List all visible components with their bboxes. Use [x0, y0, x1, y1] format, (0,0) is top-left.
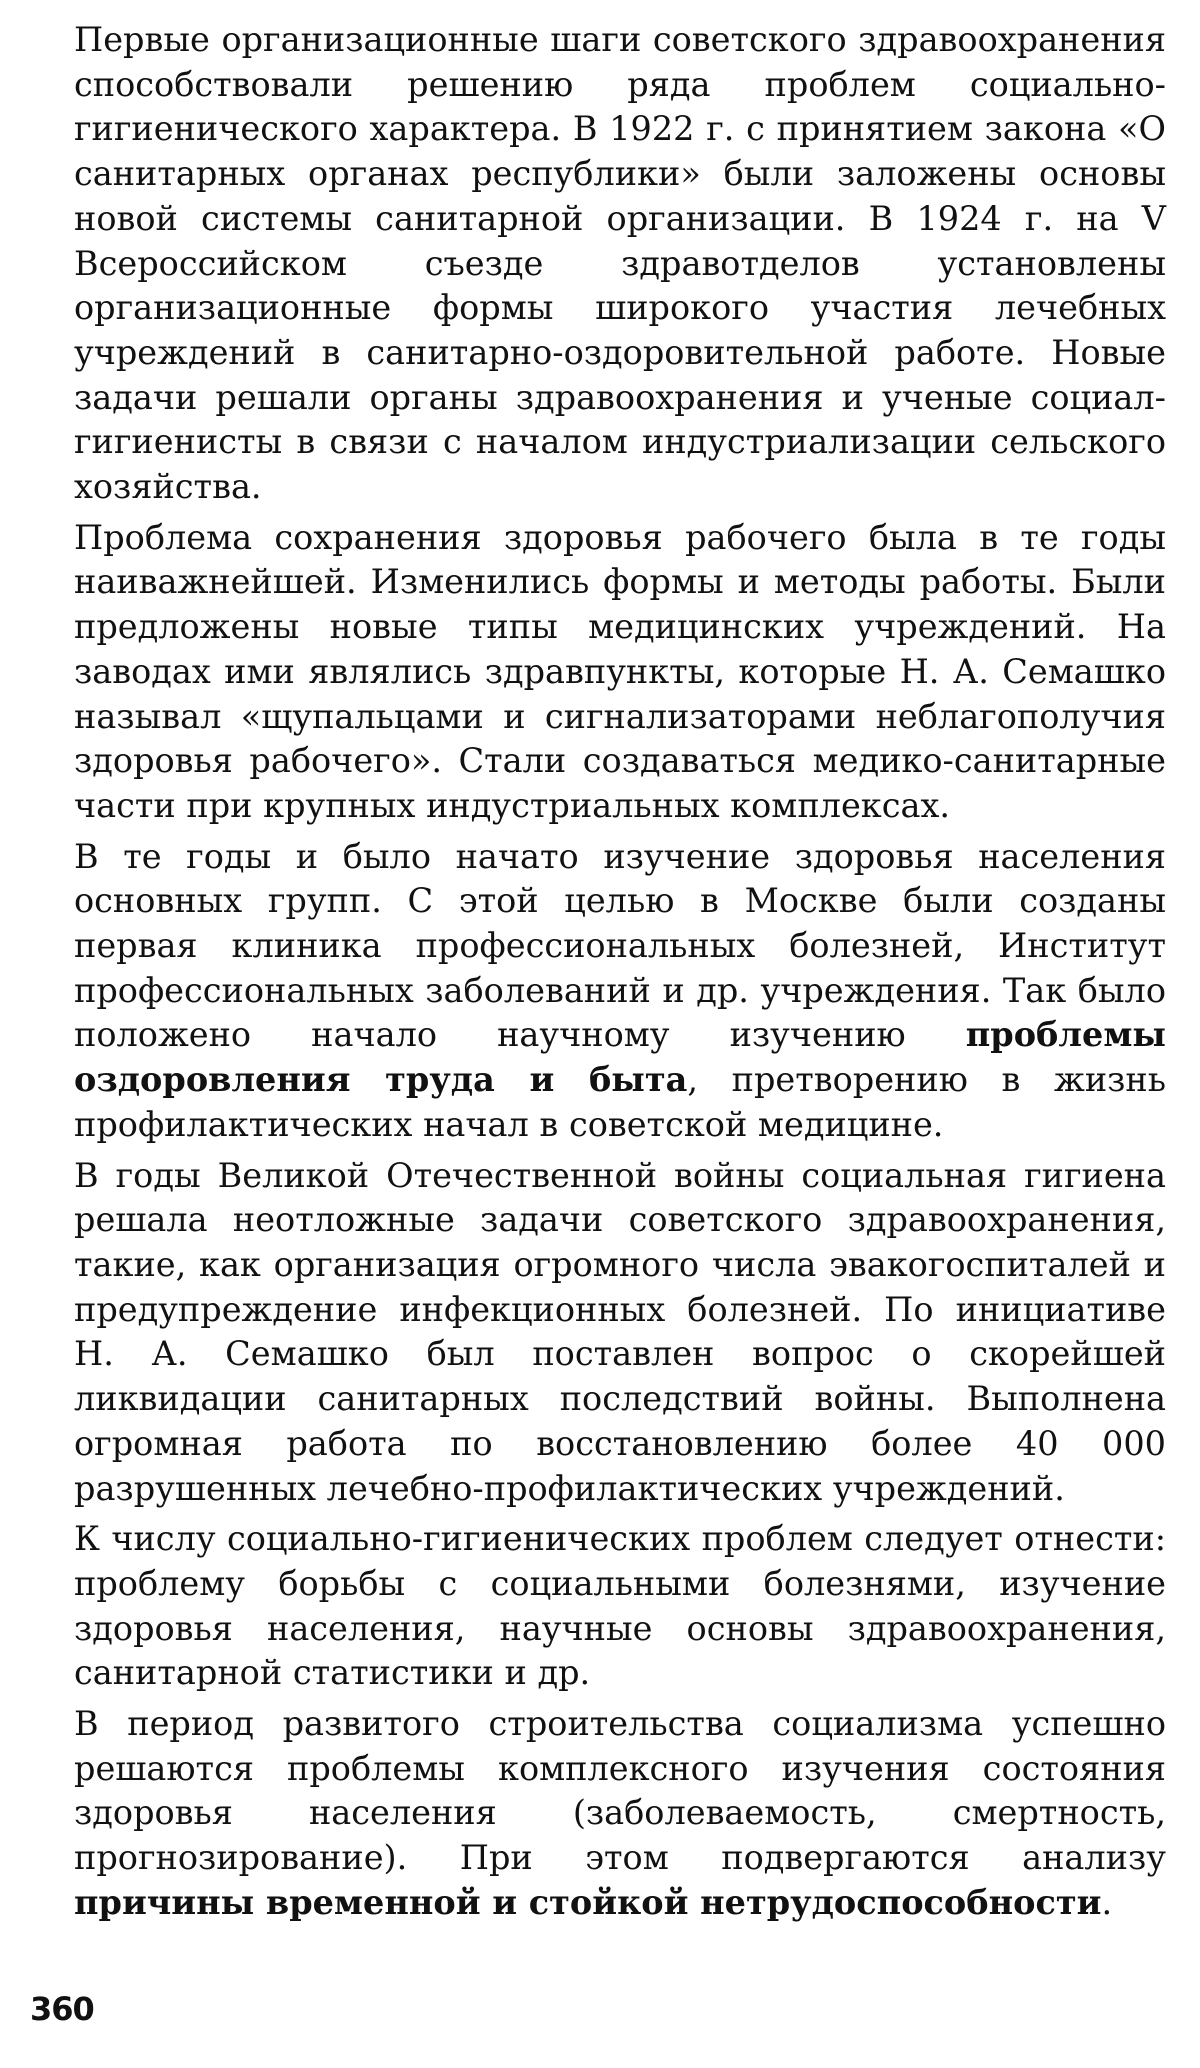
paragraph-worker-health: [74, 516, 1166, 829]
paragraph-text: В годы Великой Отечественной войны социальная гигиена решала неотложные задачи советского здравоохранения, такие, как организация огромного числа эвакогоспиталей и предупреждение инфекционных болезней. По инициативе Н. А. Семашко был поставлен вопрос о скорейшей ликвидации санитарных последствий войны. Выполнена огромная работа по восстановлению более 40 000 разрушенных лечебно-профилактических учреждений.: [74, 1155, 1166, 1508]
page-text: [74, 18, 1166, 1932]
paragraph-text: Проблема сохранения здоровья рабочего была в те годы наиважнейшей. Изменились формы и методы работы. Были предложены новые типы медицинских учреждений. На заводах ими являлись здравпункты, которые Н. А. Семашко называл «щупальцами и сигнализаторами неблагополучия здоровья рабочего». Стали создаваться медико-санитарные части при крупных индустриальных комплексах.: [74, 517, 1166, 825]
bold-phrase: проблемы оздоровления труда и быта: [74, 1015, 1166, 1100]
paragraph-text: К числу социально-гигиенических проблем следует отнести: проблему борьбы с социальными болезнями, изучение здоровья населения, научные основы здравоохранения, санитарной статистики и др.: [74, 1519, 1166, 1693]
paragraph-war-years: [74, 1154, 1166, 1512]
paragraph-text: В период развитого строительства социализма успешно решаются проблемы комплексного изучения состояния здоровья населения (заболеваемость, смертность, прогнозирование). При этом подвергаются анализу: [74, 1704, 1166, 1878]
paragraph-developed-socialism: [74, 1702, 1166, 1926]
paragraph-population-study: [74, 835, 1166, 1148]
paragraph-text: В те годы и было начато изучение здоровья населения основных групп. С этой целью в Москве были созданы первая клиника профессиональных болезней, Институт профессиональных заболеваний и др. учреждения. Так было положено начало научному изучению: [74, 836, 1166, 1055]
paragraph-text: , претворению в жизнь профилактических начал в советской медицине.: [74, 1060, 1166, 1144]
paragraph-organization: [74, 18, 1166, 510]
paragraph-text: .: [1101, 1882, 1113, 1922]
paragraph-text: Первые организационные шаги советского здравоохранения способствовали решению ряда проблем социально-гигиенического характера. В 1922 г. с принятием закона «О санитарных органах республики» были заложены основы новой системы санитарной организации. В 1924 г. на V Всероссийском съезде здравотделов установлены организационные формы широкого участия лечебных учреждений в санитарно-оздоровительной работе. Новые задачи решали органы здравоохранения и ученые социал-гигиенисты в связи с началом индустриализации сельского хозяйства.: [74, 20, 1166, 507]
paragraph-problems: [74, 1517, 1166, 1696]
page-number: 360: [30, 1990, 94, 2028]
bold-phrase: причины временной и стойкой нетрудоспособности: [74, 1882, 1102, 1922]
